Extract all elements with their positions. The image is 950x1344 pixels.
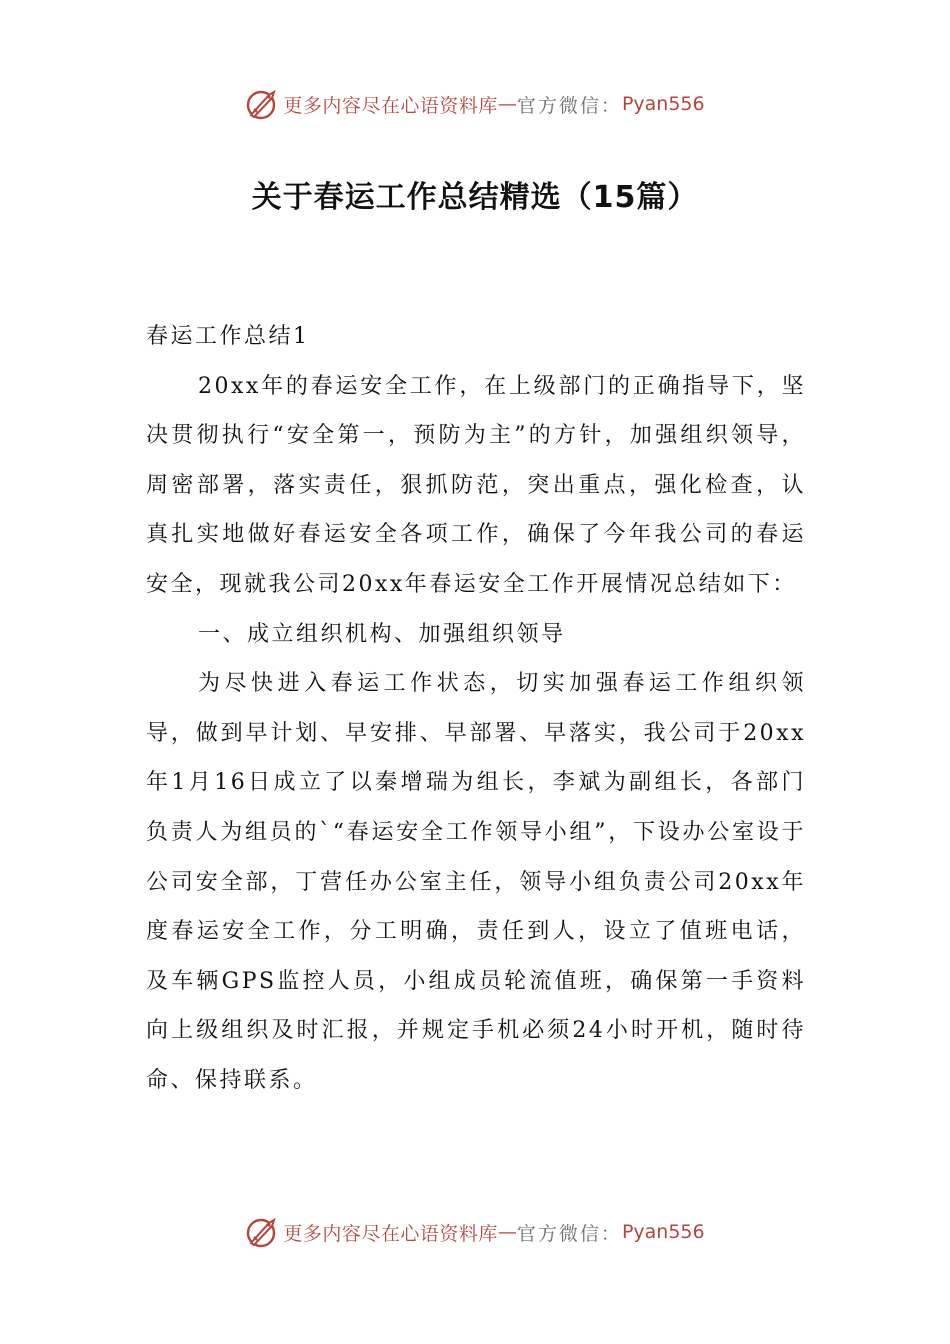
wechat-id: Pyan556: [621, 1221, 705, 1243]
document-title: 关于春运工作总结精选（15篇）: [251, 180, 699, 215]
wechat-label: 官方微信：: [516, 1222, 622, 1245]
footer-watermark-banner: [0, 1212, 950, 1252]
wechat-label: 官方微信：: [516, 94, 622, 117]
brand-text: 更多内容尽在心语资料库: [283, 1222, 498, 1245]
banner-dash: —: [497, 1221, 517, 1243]
document-body: [146, 312, 806, 1106]
paragraph: 为尽快进入春运工作状态，切实加强春运工作组织领导，做到早计划、早安排、早部署、早落实，我公司于20xx年1月16日成立了以秦增瑞为组长，李斌为副组长，各部门负责人为组员的`“春运安全工作领导小组”，下设办公室设于公司安全部，丁营任办公室主任，领导小组负责公司20xx年度春运安全工作，分工明确，责任到人，设立了值班电话，及车辆GPS监控人员，小组成员轮流值班，确保第一手资料向上级组织及时汇报，并规定手机必须24小时开机，随时待命、保持联系。: [146, 671, 806, 1093]
pen-nib-circle-icon: [245, 87, 279, 121]
paragraph: 20xx年的春运安全工作，在上级部门的正确指导下，坚决贯彻执行“安全第一，预防为主”的方针，加强组织领导，周密部署，落实责任，狠抓防范，突出重点，强化检查，认真扎实地做好春运安全各项工作，确保了今年我公司的春运安全，现就我公司20xx年春运安全工作开展情况总结如下：: [146, 373, 806, 597]
pen-nib-circle-icon: [245, 1215, 279, 1249]
banner-dash: —: [497, 93, 517, 115]
wechat-id: Pyan556: [621, 93, 705, 115]
subheading: 一、成立组织机构、加强组织领导: [198, 621, 566, 647]
section-heading: 春运工作总结1: [146, 324, 310, 349]
header-watermark-banner: [0, 84, 950, 124]
brand-text: 更多内容尽在心语资料库: [283, 94, 498, 117]
